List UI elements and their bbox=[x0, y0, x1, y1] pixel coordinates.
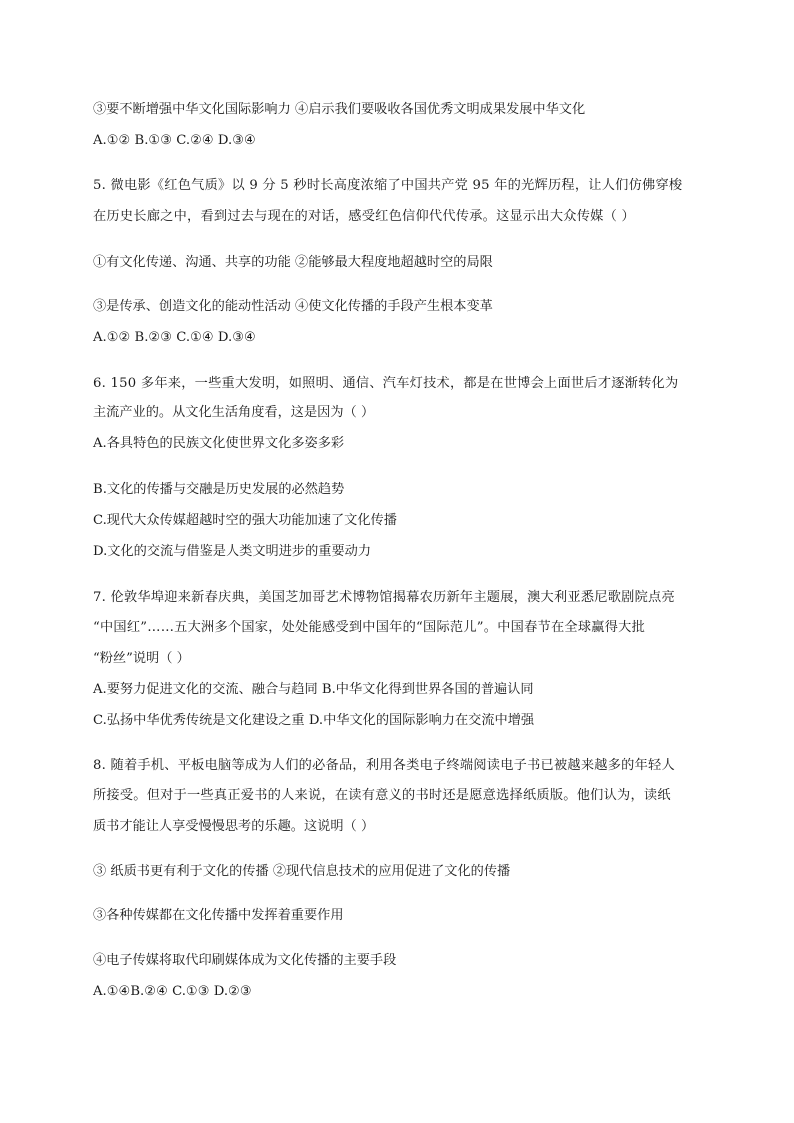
q6-choice-c: C.现代大众传媒超越时空的强大功能加速了文化传播 bbox=[93, 513, 397, 528]
q8-option-3: ③各种传媒都在文化传播中发挥着重要作用 bbox=[93, 908, 344, 923]
q7-choices-c-d: C.弘扬中华优秀传统是文化建设之重 D.中华文化的国际影响力在交流中增强 bbox=[93, 713, 535, 728]
q6-choice-d: D.文化的交流与借鉴是人类文明进步的重要动力 bbox=[93, 544, 372, 559]
q7-stem-line-1: 7. 伦敦华埠迎来新春庆典，美国芝加哥艺术博物馆揭幕农历新年主题展，澳大利亚悉尼歌剧院点亮 bbox=[93, 590, 675, 605]
q6-stem-line-2: 主流产业的。从文化生活角度看，这是因为（ ） bbox=[93, 405, 375, 420]
q6-choice-b: B.文化的传播与交融是历史发展的必然趋势 bbox=[93, 482, 345, 497]
q7-stem-line-3: “粉丝”说明（ ） bbox=[93, 651, 190, 666]
q8-answer-choices: A.①④B.②④ C.①③ D.②③ bbox=[93, 984, 252, 999]
q5-options-1-2: ①有文化传递、沟通、共享的功能 ②能够最大程度地超越时空的局限 bbox=[93, 255, 493, 270]
q4-options-3-4: ③要不断增强中华文化国际影响力 ④启示我们要吸收各国优秀文明成果发展中华文化 bbox=[93, 102, 586, 117]
q4-answer-choices: A.①② B.①③ C.②④ D.③④ bbox=[93, 133, 256, 148]
q8-stem-line-3: 质书才能让人享受慢慢思考的乐趣。这说明（ ） bbox=[93, 819, 375, 834]
q8-options-1-2: ③ 纸质书更有利于文化的传播 ②现代信息技术的应用促进了文化的传播 bbox=[93, 864, 511, 879]
q8-option-4: ④电子传媒将取代印刷媒体成为文化传播的主要手段 bbox=[93, 953, 397, 968]
q5-options-3-4: ③是传承、创造文化的能动性活动 ④使文化传播的手段产生根本变革 bbox=[93, 299, 493, 314]
q6-stem-line-1: 6. 150 多年来，一些重大发明，如照明、通信、汽车灯技术，都是在世博会上面世后才逐渐转化为 bbox=[93, 376, 679, 391]
q7-stem-line-2: “中国红”……五大洲多个国家，处处能感受到中国年的“国际范儿”。中国春节在全球赢得大批 bbox=[93, 620, 646, 635]
q8-stem-line-2: 所接受。但对于一些真正爱书的人来说，在读有意义的书时还是愿意选择纸质版。他们认为，读纸 bbox=[93, 788, 671, 803]
q6-choice-a: A.各具特色的民族文化使世界文化多姿多彩 bbox=[93, 436, 345, 451]
q7-choices-a-b: A.要努力促进文化的交流、融合与趋同 B.中华文化得到世界各国的普遍认同 bbox=[93, 682, 534, 697]
q5-stem-line-1: 5. 微电影《红色气质》以 9 分 5 秒时长高度浓缩了中国共产党 95 年的光辉历程，让人们仿佛穿梭 bbox=[93, 178, 683, 193]
q5-answer-choices: A.①② B.②③ C.①④ D.③④ bbox=[93, 330, 256, 345]
q5-stem-line-2: 在历史长廊之中，看到过去与现在的对话，感受红色信仰代代传承。这显示出大众传媒（ ） bbox=[93, 209, 635, 224]
q8-stem-line-1: 8. 随着手机、平板电脑等成为人们的必备品，利用各类电子终端阅读电子书已被越来越多的年轻人 bbox=[93, 758, 675, 773]
